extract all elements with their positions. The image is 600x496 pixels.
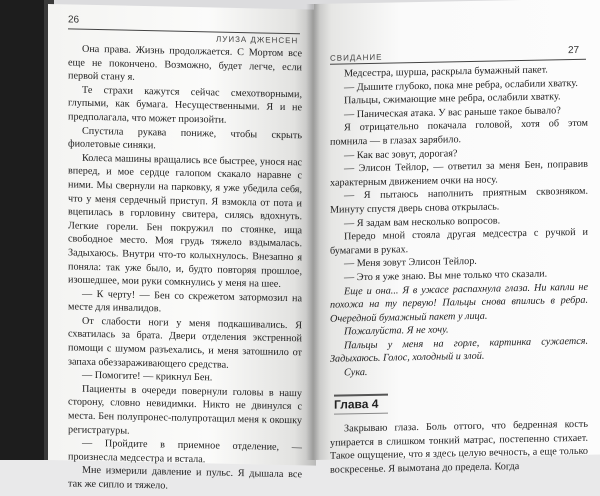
- left-running-header: ЛУИЗА ДЖЕНСЕН: [216, 34, 299, 46]
- paragraph: Медсестра, шурша, раскрыла бумажный пакет.: [344, 64, 548, 80]
- paragraph: — Элисон Тейлор, — ответил за меня Бен, поправив характерным движением очки на носу.: [330, 158, 588, 189]
- book-gutter: [306, 4, 320, 460]
- paragraph: Пальцы у меня на горле, картинка сужается. Задыхаюсь. Голос, холодный и злой.: [330, 335, 588, 366]
- paragraph: Пациенты в очереди повернули головы в нашу сторону, словно невидимки. Никто не двинулся с места. Бен полупронес-полупротащил меня к окошку регистратуры.: [68, 383, 302, 437]
- paragraph: — К черту! — Бен со скрежетом затормозил на месте для инвалидов.: [68, 288, 302, 315]
- paragraph: Спустила рукава пониже, чтобы скрыть фиолетовые синяки.: [68, 125, 302, 152]
- paragraph: Я отрицательно покачала головой, хотя об этом помнила — в глазах зарябило.: [330, 118, 588, 148]
- left-page-text: [68, 42, 302, 495]
- open-book: [48, 4, 600, 492]
- paragraph: — Это я уже знаю. Вы мне только что сказали.: [344, 268, 548, 284]
- chapter-title: Глава 4: [334, 393, 388, 415]
- paragraph: — Помогите! — крикнул Бен.: [82, 369, 213, 384]
- paragraph: Она права. Жизнь продолжается. С Мортом все еще не покончено. Возможно, будет легче, если первой стану я.: [68, 43, 302, 84]
- paragraph: Пальцы, сжимающие мне ребра, ослабили хватку.: [344, 91, 561, 107]
- paragraph: Пожалуйста. Я не хочу.: [344, 324, 449, 338]
- paragraph: Мне измерили давление и пульс. Я дышала все так же сипло и тяжело.: [68, 465, 302, 492]
- paragraph: — Я задам вам несколько вопросов.: [344, 214, 501, 229]
- paragraph: Колеса машины вращались все быстрее, унося нас вперед, и мое сердце галопом скакало наравне с ними. Мы свернули на парковку, я уже убедила себя, что у меня сердечный приступ. Я взмокла от пота и вцепилась в горловину свитера, силясь вдохнуть. Легкие горели. Бен покружил по стоянке, ища свободное место. Моя грудь тяжело вздымалась. Задыхаюсь. Внутри что-то колыхнулось. Внезапно я поняла: так уже было, и, будто повторяя прошлое, изошедшее, мои руки сомкнулись у меня на шее.: [68, 152, 302, 290]
- left-page: [48, 4, 316, 492]
- paragraph: От слабости ноги у меня подкашивались. Я схватилась за брата. Двери отделения экстренной помощи с шумом разъехались, и меня затошнило от запаха обеззараживающего средства.: [68, 315, 302, 371]
- right-page-text: [330, 63, 588, 478]
- paragraph: Те страхи кажутся сейчас смехотворными, глупыми, как бумага. Несущественными. Я и не предполагала, что может произойти.: [68, 84, 302, 126]
- paragraph: Еще и она... Я в ужасе распахнула глаза. Ни капли не похожа на ту первую! Пальцы снова впились в ребра. Очередной бумажный пакет у лица.: [330, 281, 588, 325]
- chapter-heading: [330, 389, 588, 415]
- paragraph: Сука.: [344, 367, 368, 379]
- left-page-number: 26: [68, 14, 80, 26]
- paragraph: Передо мной стояла другая медсестра с ручкой и бумагами в руках.: [330, 226, 588, 257]
- left-header-rule: [68, 28, 300, 34]
- paragraph: — Пройдите в приемное отделение, — произнесла медсестра и встала.: [68, 437, 302, 466]
- paragraph: Закрываю глаза. Боль оттого, что бедренная кость упирается в слишком тонкий матрас, постепенно стихает. Такое ощущение, что я здесь целую вечность, а еще только воскресенье. Я вымотана до предела. Когда: [330, 418, 588, 476]
- paragraph: — Я пытаюсь наполнить приятным сквозняком. Минуту спустя дверь снова открылась.: [330, 186, 588, 216]
- right-page-number: 27: [568, 44, 580, 57]
- paragraph: — Дышите глубоко, пока мне ребра, ослабили хватку.: [344, 77, 578, 94]
- paragraph: — Меня зовут Элисон Тейлор.: [344, 256, 477, 270]
- right-running-header: СВИДАНИЕ: [330, 52, 383, 63]
- right-page: [314, 0, 600, 476]
- paragraph: — Паническая атака. У вас раньше такое бывало?: [344, 105, 561, 121]
- paragraph: — Как вас зовут, дорогая?: [344, 147, 458, 161]
